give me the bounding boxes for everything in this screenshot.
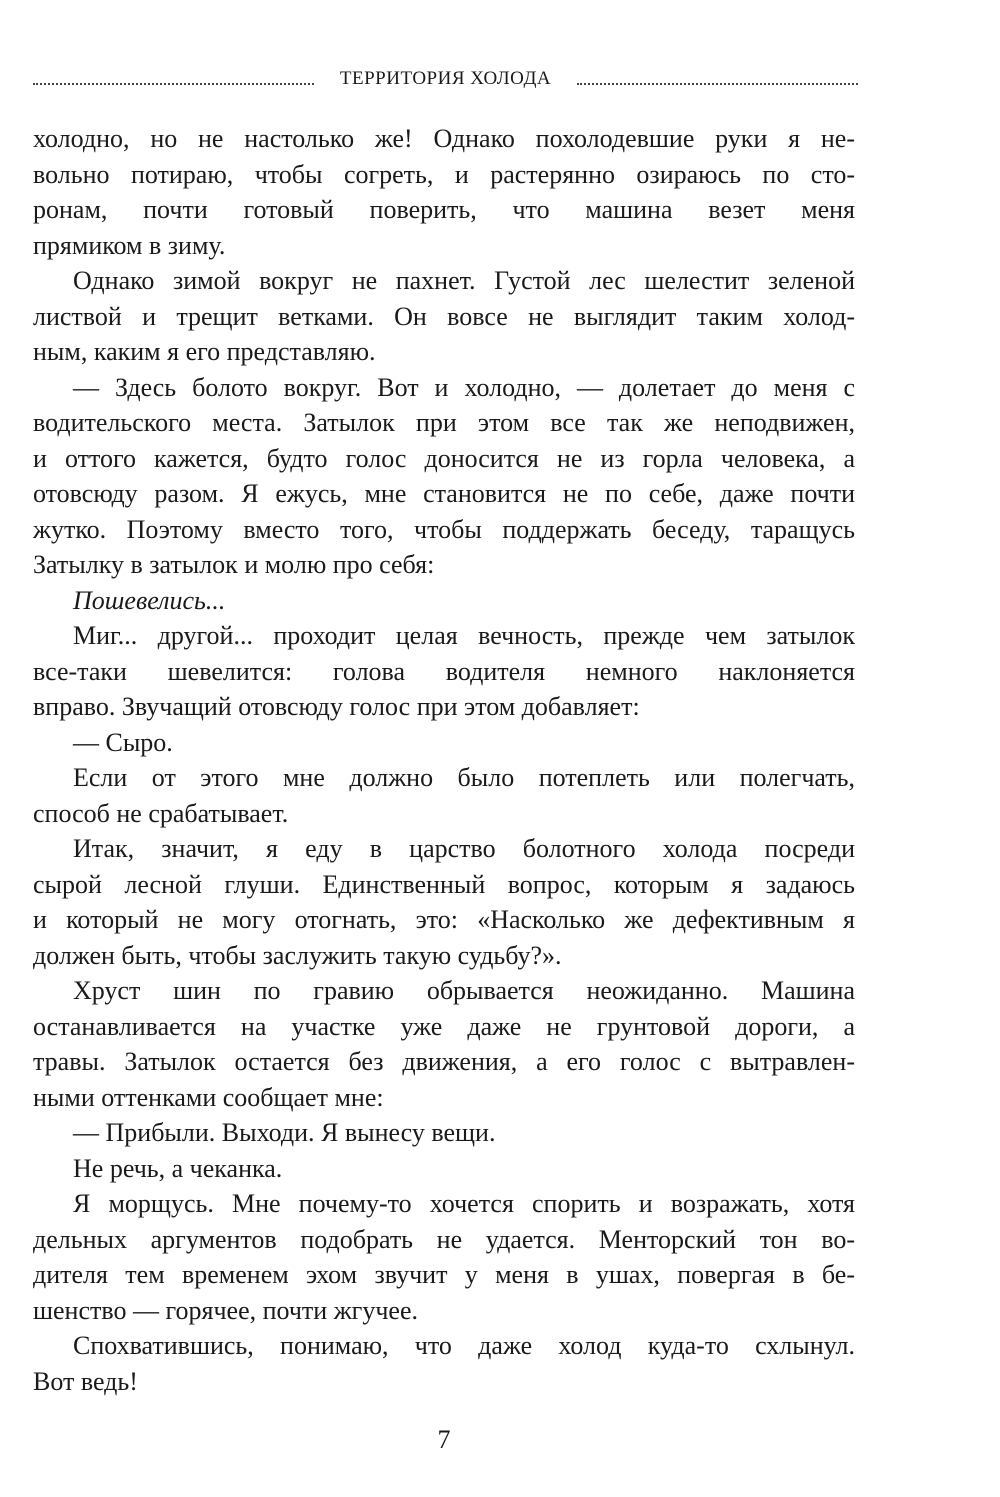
text-line: и оттого кажется, будто голос доносится не из горла человека, а	[33, 443, 855, 473]
header-dotted-rule-right	[577, 83, 858, 85]
text-line: Вот ведь!	[33, 1366, 138, 1396]
text-line: водительского места. Затылок при этом все так же неподвижен,	[33, 408, 855, 437]
text-line: Если от этого мне должно было потеплеть или полегчать,	[73, 763, 855, 792]
text-line: холодно, но не настолько же! Однако похолодевшие руки я не-	[33, 124, 855, 153]
paragraph	[33, 618, 855, 725]
page-number: 7	[437, 1425, 451, 1454]
paragraph	[33, 121, 855, 263]
paragraph	[33, 760, 855, 831]
text-line: Не речь, а чеканка.	[73, 1153, 283, 1183]
text-line: сырой лесной глуши. Единственный вопрос, которым я задаюсь	[33, 869, 855, 899]
text-line: все-таки шевелится: голова водителя немного наклоняется	[33, 656, 855, 686]
paragraph	[33, 725, 855, 761]
text-line: листвой и трещит ветками. Он вовсе не выглядит таким холод-	[33, 301, 855, 331]
paragraph	[33, 1151, 855, 1187]
text-line: отовсюду разом. Я ежусь, мне становится не по себе, даже почти	[33, 479, 855, 508]
text-line: и который не могу отогнать, это: «Насколько же дефективным я	[33, 905, 855, 934]
paragraph	[33, 973, 855, 1115]
text-line: ными оттенками сообщает мне:	[33, 1082, 384, 1112]
text-line: ным, каким я его представляю.	[33, 337, 376, 366]
text-line: Итак, значит, я еду в царство болотного холода посреди	[73, 834, 855, 863]
text-line: травы. Затылок остается без движения, а его голос с вытравлен-	[33, 1047, 855, 1076]
text-line: Затылку в затылок и молю про себя:	[33, 550, 435, 579]
text-line: — Прибыли. Выходи. Я вынесу вещи.	[73, 1118, 496, 1147]
text-line: дельных аргументов подобрать не удается. Менторский тон во-	[33, 1224, 855, 1254]
body-text	[33, 121, 855, 1399]
text-line: останавливается на участке уже даже не грунтовой дороги, а	[33, 1011, 855, 1041]
text-line: Миг... другой... проходит целая вечность, прежде чем затылок	[73, 621, 855, 650]
text-line: Хруст шин по гравию обрывается неожиданно. Машина	[73, 976, 855, 1005]
text-line: Однако зимой вокруг не пахнет. Густой лес шелестит зеленой	[73, 266, 855, 295]
text-line: жутко. Поэтому вместо того, чтобы поддержать беседу, таращусь	[33, 514, 855, 544]
paragraph	[33, 1115, 855, 1151]
paragraph	[33, 583, 855, 619]
text-line: ронам, почти готовый поверить, что машина везет меня	[33, 195, 855, 224]
text-line: Пошевелись...	[73, 585, 226, 615]
running-header	[33, 64, 858, 94]
paragraph	[33, 370, 855, 583]
paragraph	[33, 1328, 855, 1399]
text-line: Я морщусь. Мне почему-то хочется спорить и возражать, хотя	[73, 1189, 855, 1218]
text-line: — Здесь болото вокруг. Вот и холодно, — долетает до меня с	[73, 372, 855, 402]
text-line: должен быть, чтобы заслужить такую судьбу?».	[33, 940, 562, 970]
text-line: дителя тем временем эхом звучит у меня в ушах, повергая в бе-	[33, 1260, 855, 1289]
text-line: способ не срабатывает.	[33, 798, 289, 828]
text-line: вправо. Звучащий отовсюду голос при этом добавляет:	[33, 692, 640, 721]
text-line: Спохватившись, понимаю, что даже холод куда-то схлынул.	[73, 1331, 855, 1360]
paragraph	[33, 263, 855, 370]
text-line: прямиком в зиму.	[33, 230, 226, 260]
paragraph	[33, 1186, 855, 1328]
text-line: — Сыро.	[73, 727, 173, 757]
header-dotted-rule-left	[33, 83, 314, 85]
text-line: вольно потираю, чтобы согреть, и растерянно озираюсь по сто-	[33, 159, 855, 189]
paragraph	[33, 831, 855, 973]
text-line: шенство — горячее, почти жгучее.	[33, 1295, 418, 1325]
running-header-title: ТЕРРИТОРИЯ ХОЛОДА	[339, 68, 552, 89]
